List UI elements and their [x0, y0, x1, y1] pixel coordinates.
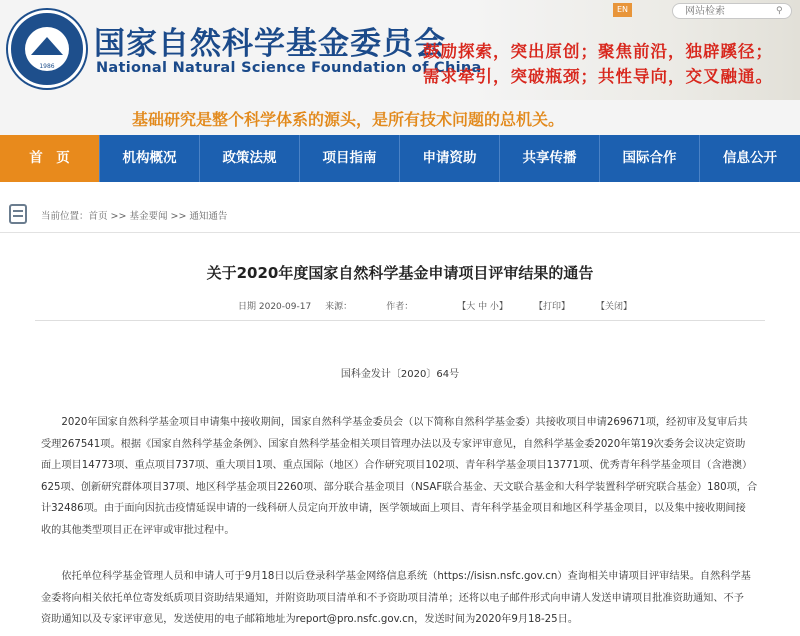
paragraph-1 [41, 412, 765, 542]
paragraph-line: 2020年国家自然科学基金项目申请集中接收期间，国家自然科学基金委员会（以下简称自然科学基金委）共接收项目申请269671项，经初审及复审后共 [41, 417, 748, 428]
nav-item-policies[interactable]: 政策法规 [200, 135, 300, 182]
document-icon-line [13, 215, 23, 217]
nav-item-about[interactable]: 机构概况 [100, 135, 200, 182]
main-nav [0, 135, 800, 182]
font-size-toggle[interactable]: 【大 中 小】 [457, 302, 508, 312]
site-search-input[interactable] [672, 3, 792, 19]
document-number: 国科金发计〔2020〕64号 [340, 369, 460, 380]
article-author: 作者： [386, 302, 414, 312]
logo-year: 1986 [39, 63, 55, 70]
paragraph-line: 625项、创新研究群体项目37项、地区科学基金项目2260项、部分联合基金项目（NSAF联合基金、天文联合基金和大科学装置科学研究联合基金）180项，合 [41, 481, 758, 493]
nav-item-disclosure[interactable]: 信息公开 [723, 150, 777, 166]
divider [35, 320, 765, 321]
mountain-icon [31, 37, 63, 55]
org-name-english[interactable]: National Natural Science Foundation of China [96, 60, 482, 76]
document-icon [9, 204, 27, 224]
nav-item-funding-application[interactable]: 申请资助 [400, 135, 500, 182]
article-title: 关于2020年度国家自然科学基金申请项目评审结果的通告 [206, 264, 594, 282]
paragraph-line: 计32486项。由于面向因抗击疫情延误申请的一线科研人员定向开放申请，医学领域面上项目、青年科学基金项目和地区科学基金项目，以及集中接收期间接 [41, 503, 746, 515]
paragraph-line: 金委将向相关依托单位寄发纸质项目资助结果通知，并附资助项目清单和不予资助项目清单；还将以电子邮件形式向申请人发送申请项目批准资助通知、不予 [41, 592, 744, 604]
org-name-chinese[interactable]: 国家自然科学基金委员会 [94, 26, 446, 62]
nav-item-project-guide[interactable]: 项目指南 [300, 135, 400, 182]
breadcrumb-text[interactable]: 当前位置：首页 >> 基金要闻 >> 通知通告 [41, 211, 228, 222]
tagline-bar [0, 100, 800, 135]
nsfc-logo[interactable] [8, 10, 86, 88]
english-version-button[interactable]: EN [613, 3, 632, 17]
paragraph-line: 面上项目14773项、重点项目737项、重大项目1项、重点国际（地区）合作研究项目102项、青年科学基金项目13771项、优秀青年科学基金项目（含港澳） [41, 460, 753, 472]
article-date: 日期 2020-09-17 [238, 302, 312, 312]
document-icon-line [13, 210, 23, 212]
paragraph-line: 受理267541项。根据《国家自然科学基金条例》、国家自然科学基金相关项目管理办法以及专家评审意见，自然科学基金委2020年第19次委务会议决定资助 [41, 438, 746, 450]
paragraph-line: 资助通知以及专家评审意见，发送使用的电子邮箱地址为report@pro.nsfc.gov.cn，发送时间为2020年9月18-25日。 [41, 614, 579, 626]
print-button[interactable]: 【打印】 [533, 302, 570, 312]
paragraph-2 [41, 566, 765, 631]
article-meta [238, 299, 632, 312]
nav-item-home[interactable]: 首 页 [0, 135, 100, 182]
site-header [0, 0, 800, 100]
tagline-text: 基础研究是整个科学体系的源头，是所有技术问题的总机关。 [132, 110, 565, 129]
breadcrumb [0, 197, 800, 233]
slogan-line-1: 鼓励探索，突出原创；聚焦前沿，独辟蹊径； [423, 42, 773, 61]
paragraph-line: 收的其他类型项目正在评审或审批过程中。 [41, 524, 235, 536]
paragraph-line: 依托单位科学基金管理人员和申请人可于9月18日以后登录科学基金网络信息系统（https://isisn.nsfc.gov.cn）查询相关申请项目评审结果。自然科学基 [41, 571, 751, 582]
close-button[interactable]: 【关闭】 [595, 302, 632, 312]
nav-item-international[interactable]: 国际合作 [600, 135, 700, 182]
nav-item-sharing[interactable]: 共享传播 [500, 135, 600, 182]
search-icon[interactable]: ⚲ [776, 6, 783, 16]
article-source: 来源： [325, 302, 353, 312]
slogan-line-2: 需求牵引，突破瓶颈；共性导向，交叉融通。 [423, 67, 773, 86]
